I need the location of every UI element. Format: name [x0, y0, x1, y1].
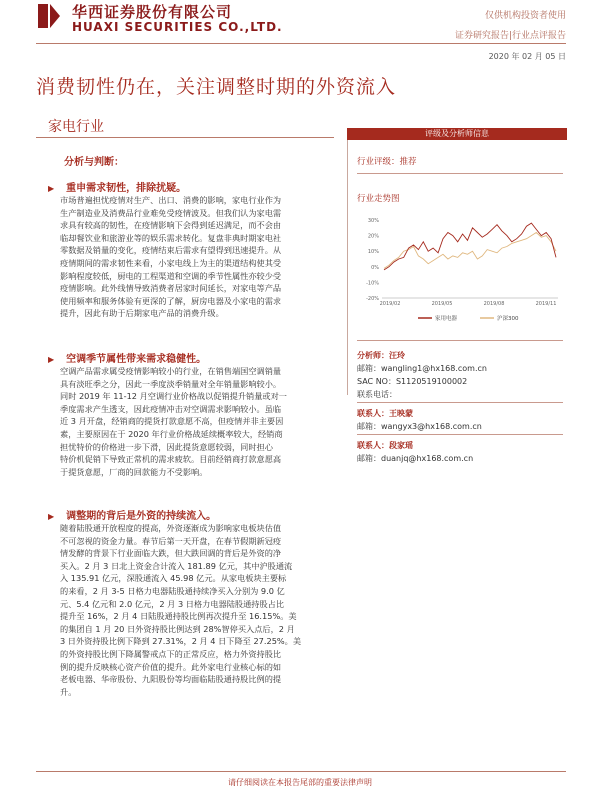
x-tick-label: 2019/08: [483, 301, 505, 307]
analyst-sac-no: SAC NO：S1120519100002: [357, 377, 468, 386]
text-line: 求具有较高的韧性，在疫情影响下会得到延迟满足，而不会由: [60, 220, 282, 231]
section-heading: ▶ 调整期的背后是外资的持续流入。: [48, 511, 217, 522]
analyst-name: 分析师：汪玲: [357, 351, 405, 360]
text-line: 素，主要原因在于 2020 年行业价格战延续概率较大，经销商: [60, 428, 283, 439]
text-line: 生产制造业及消费品行业难免受疫情波及。但我们认为家电需: [60, 207, 282, 218]
header-divider: [36, 43, 566, 44]
legend-label: 家用电器: [435, 316, 458, 322]
analyst-phone: 联系电话：: [357, 390, 397, 399]
report-type: 证券研究报告|行业点评报告: [454, 31, 566, 41]
contact-email[interactable]: 邮箱：wangyx3@hx168.com.cn: [357, 422, 482, 431]
footer-divider: [36, 771, 566, 772]
legal-notice: 请仔细阅读在本报告尾部的重要法律声明: [228, 778, 372, 787]
text-line: 具有淡旺季之分，因此一季度淡季销量对全年销量影响较小。: [60, 378, 282, 389]
text-line: 季度需求产生透支，因此疫情冲击对空调需求影响较小。虽临: [60, 403, 282, 414]
text-line: 元、5.4 亿元和 2.0 亿元，2 月 3 日格力电器陆股通持股占比: [60, 598, 285, 609]
y-tick-label: 0%: [371, 264, 379, 271]
report-date: 2020 年 02 月 05 日: [488, 52, 566, 61]
text-line: 随着陆股通开放程度的提高，外资逐渐成为影响家电板块估值: [60, 523, 282, 533]
text-line: 担忧特价的价格进一步下滑，因此提货意愿较弱，同时担心: [60, 441, 273, 452]
text-line: 疫情影响。此外线情导致消费者居家时间延长，对家电等产品: [60, 283, 282, 294]
text-line: 疫情期间的需求韧性来看，小家电线上为主的渠道结构使其受: [60, 257, 282, 268]
text-line: 同时 2019 年 11-12 月空调行业价格战以促销提升销量或对一: [60, 391, 287, 402]
sidebar-divider: [357, 340, 563, 341]
text-line: 影响程度较低，厨电的工程渠道和空调的季节性属性亦较少受: [60, 270, 282, 281]
text-line: 买入。2 月 3 日北上资金合计流入 181.89 亿元，其中沪股通流: [60, 560, 293, 571]
bullet-triangle-icon: ▶: [48, 355, 55, 364]
section-body: [60, 194, 328, 320]
section-heading: ▶ 空调季节属性带来需求稳健性。: [48, 354, 207, 365]
text-line: 升。: [60, 686, 77, 697]
y-tick-label: 30%: [367, 218, 379, 224]
text-line: 特价机促销下导致正常机的需求疲软。目前经销商打款意愿高: [60, 454, 282, 465]
industry-name: 家电行业: [48, 119, 104, 135]
analyst-email[interactable]: 邮箱：wangling1@hx168.com.cn: [357, 364, 487, 373]
section-body: [60, 522, 328, 698]
text-line: 老板电器、华帝股份、九阳股份等均面临陆股通持股比例的提: [60, 674, 282, 685]
sidebar-divider: [357, 402, 563, 403]
x-tick-label: 2019/05: [431, 301, 453, 307]
text-line: 例的提升反映核心资产价值的提升。此外家电行业核心标的如: [60, 661, 282, 672]
text-line: 空调产品需求属受疫情影响较小的行业，在销售端国空调销量: [60, 366, 282, 376]
report-title: 消费韧性仍在，关注调整时期的外资流入: [36, 76, 397, 98]
y-tick-label: 20%: [367, 233, 379, 240]
industry-divider: [36, 137, 334, 138]
text-line: 的外资持股比例下降属警戒点下的正常反应，格力外资持股比: [60, 648, 282, 659]
y-tick-label: 10%: [367, 249, 379, 256]
analysis-heading: 分析与判断：: [64, 157, 124, 168]
industry-rating: 行业评级：推荐: [357, 157, 417, 167]
text-line: 入 135.91 亿元，深股通流入 45.98 亿元。从家电板块主要标: [60, 573, 287, 584]
trend-chart-label: 行业走势图: [357, 194, 400, 204]
series-line: [384, 233, 556, 269]
text-line: 使用频率和服务体验有更深的了解，厨房电器及小家电的需求: [60, 295, 282, 306]
text-line: 零数据及销量的变化，疫情结束后需求有望得到迅速提升。从: [60, 245, 282, 256]
sidebar-header: 评级及分析师信息: [347, 128, 567, 140]
text-line: 于提货意愿，厂商的回款能力不受影响。: [60, 466, 208, 477]
y-tick-label: -20%: [366, 296, 379, 302]
x-tick-label: 2019/11: [535, 301, 557, 307]
contact-name: 联系人：段家瑶: [357, 441, 413, 450]
text-line: 临却餐饮业和旅游业等的娱乐需求转化。复盘非典时期家电社: [60, 232, 282, 243]
sidebar-divider: [357, 434, 563, 435]
sidebar-divider: [357, 173, 563, 174]
bullet-triangle-icon: ▶: [48, 184, 55, 193]
text-line: 3 日外资持股比例下降到 27.31%，2 月 4 日下降至 27.25%。美: [60, 636, 302, 647]
company-logo-icon: [36, 2, 62, 30]
x-tick-label: 2019/02: [379, 301, 401, 307]
text-line: 提升，因此有助于后期家电产品的消费升级。: [60, 308, 224, 319]
contact-name: 联系人：王映蒙: [357, 409, 413, 418]
trend-chart: [358, 210, 568, 330]
section-body: [60, 365, 328, 478]
section-heading: ▶ 重申需求韧性，排除扰疑。: [48, 183, 187, 194]
legend-label: 沪深300: [497, 316, 519, 322]
text-line: 的来看，2 月 3-5 日格力电器陆股通持续净买入分别为 9.0 亿: [60, 585, 285, 596]
company-name-cn: 华西证券股份有限公司: [72, 3, 233, 21]
text-line: 不可忽视的资金力量。春节后第一天开盘，在春节假期新冠疫: [60, 535, 282, 546]
company-name-en: HUAXI SECURITIES CO.,LTD.: [72, 20, 283, 34]
text-line: 的集团自 1 月 20 日外资持股比例达到 28%智停买入点后，2 月: [60, 623, 295, 634]
series-line: [384, 223, 556, 270]
bullet-triangle-icon: ▶: [48, 512, 55, 521]
text-line: 近 3 月开盘，经销商的提货打款意愿不高，但疫情并非主要因: [60, 416, 284, 427]
contact-email[interactable]: 邮箱：duanjq@hx168.com.cn: [357, 454, 474, 463]
y-tick-label: -10%: [366, 280, 379, 287]
text-line: 市场普遍担忧疫情对生产、出口、消费的影响，家电行业作为: [60, 195, 282, 205]
audience-note: 仅供机构投资者使用: [484, 11, 566, 21]
text-line: 情发酵的背景下行业面临大跌，但大跌回调的背后是外资的净: [60, 548, 282, 559]
text-line: 提升至 16%，2 月 4 日陆股通持股比例再次提升至 16.15%。美: [60, 611, 297, 622]
